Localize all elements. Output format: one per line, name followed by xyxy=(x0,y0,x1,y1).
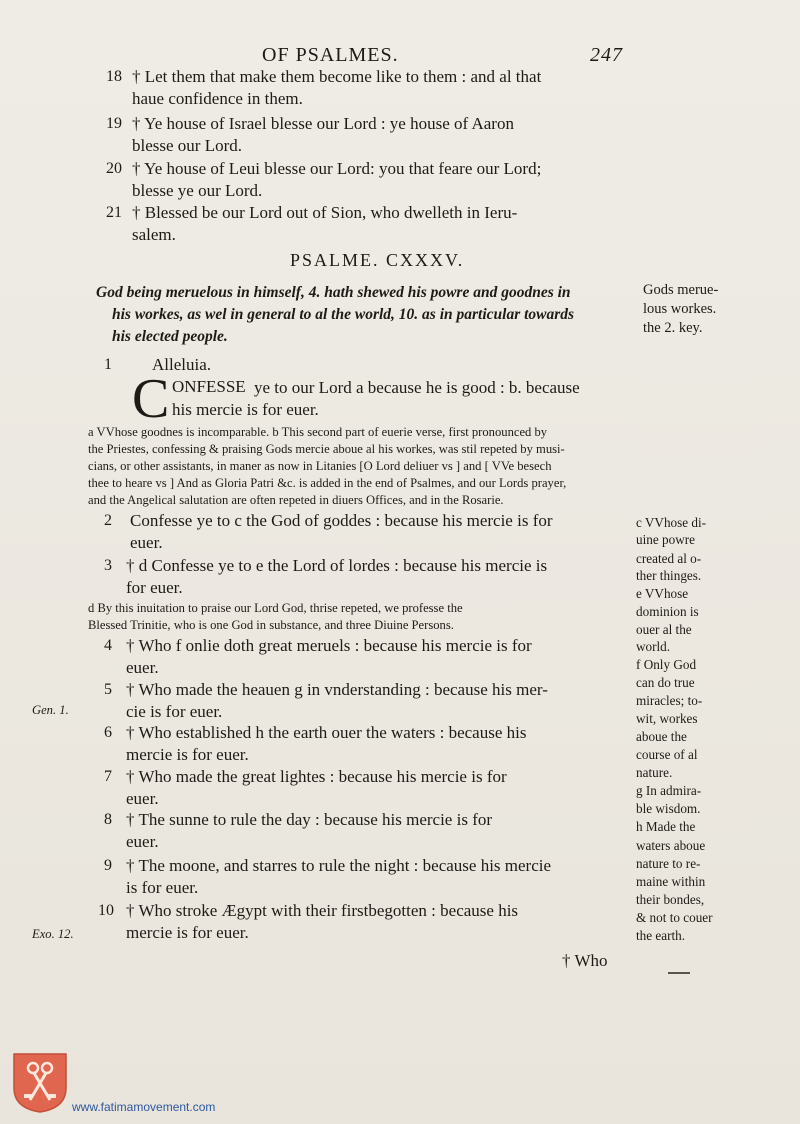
verse-number: 7 xyxy=(104,768,112,785)
verse-number: 18 xyxy=(106,68,122,85)
argument-line: his elected people. xyxy=(112,328,228,345)
margin-note: aboue the xyxy=(636,729,687,744)
margin-note: f Only God xyxy=(636,657,697,672)
annotation-line: and the Angelical salutation are often repeted in diuers Offices, and in the Rosarie. xyxy=(88,493,504,507)
verse-line: for euer. xyxy=(126,578,183,597)
verse-line: euer. xyxy=(126,658,159,677)
verse-number: 6 xyxy=(104,724,112,741)
margin-note: waters aboue xyxy=(636,838,706,853)
margin-note: ouer al the xyxy=(636,622,692,637)
verse-line: † Who established h the earth ouer the waters : because his xyxy=(126,723,527,742)
verse-line: † Let them that make them become like to them : and al that xyxy=(132,67,542,86)
margin-note: c VVhose di- xyxy=(636,515,707,530)
annotation-line: thee to heare vs ] And as Gloria Patri &c. is added in the end of Psalmes, and our Lords prayer, xyxy=(88,476,567,490)
verse-line: † Who made the great lightes : because his mercie is for xyxy=(126,767,507,786)
verse-number: 21 xyxy=(106,204,122,221)
margin-note: their bondes, xyxy=(636,892,705,907)
annotation-line: cians, or other assistants, in maner as now in Litanies [O Lord deliuer vs ] and [ VVe besech xyxy=(88,459,552,473)
margin-note: nature. xyxy=(636,765,673,780)
verse-number: 9 xyxy=(104,857,112,874)
verse-number: 5 xyxy=(104,681,112,698)
margin-note: nature to re- xyxy=(636,856,701,871)
margin-note: created al o- xyxy=(636,551,702,566)
margin-note: ther thinges. xyxy=(636,568,702,583)
verse-line: † Ye house of Israel blesse our Lord : ye house of Aaron xyxy=(132,114,514,133)
margin-note: h Made the xyxy=(636,819,696,834)
margin-note: course of al xyxy=(636,747,698,762)
margin-note: Gods merue- xyxy=(643,282,719,298)
verse-line: † Who stroke Ægypt with their firstbegotten : because his xyxy=(126,901,519,920)
margin-note: the 2. key. xyxy=(643,320,703,336)
annotation-line: d By this inuitation to praise our Lord God, thrise repeted, we professe the xyxy=(88,601,463,615)
verse-line: is for euer. xyxy=(126,878,199,897)
margin-reference: Gen. 1. xyxy=(32,703,69,717)
margin-note: ble wisdom. xyxy=(636,801,701,816)
verse-line: ye to our Lord a because he is good : b. because xyxy=(254,378,580,397)
drop-cap: C xyxy=(132,368,170,430)
running-header: OF PSALMES. xyxy=(262,44,399,66)
annotation-line: a VVhose goodnes is incomparable. b This second part of euerie verse, first pronounced by xyxy=(88,425,548,439)
verse-line: blesse ye our Lord. xyxy=(132,181,263,200)
verse-line: euer. xyxy=(126,832,159,851)
margin-note: e VVhose xyxy=(636,586,689,601)
catchword: † Who xyxy=(562,951,608,970)
margin-note: maine within xyxy=(636,874,706,889)
verse-line: euer. xyxy=(126,789,159,808)
margin-note: g In admira- xyxy=(636,783,702,798)
alleluia: Alleluia. xyxy=(152,355,212,374)
verse-number: 8 xyxy=(104,811,112,828)
verse-line: † The moone, and starres to rule the night : because his mercie xyxy=(126,856,552,875)
verse-line: † Who f onlie doth great meruels : because his mercie is for xyxy=(126,636,532,655)
verse-number: 20 xyxy=(106,160,122,177)
verse-number: 4 xyxy=(104,637,112,654)
footer-url[interactable]: www.fatimamovement.com xyxy=(72,1100,216,1114)
ornament-dash xyxy=(668,972,690,974)
verse-line: cie is for euer. xyxy=(126,702,223,721)
margin-note: lous workes. xyxy=(643,301,717,317)
margin-note: world. xyxy=(636,639,671,654)
verse-number: 19 xyxy=(106,115,122,132)
verse-line: haue confidence in them. xyxy=(132,89,303,108)
psalm-title: PSALME. CXXXV. xyxy=(290,250,465,270)
margin-note: & not to couer xyxy=(636,910,713,925)
verse-line: blesse our Lord. xyxy=(132,136,243,155)
margin-reference: Exo. 12. xyxy=(32,927,74,941)
margin-note: uine powre xyxy=(636,532,695,547)
annotation-line: Blessed Trinitie, who is one God in substance, and three Diuine Persons. xyxy=(88,618,454,632)
verse-line: salem. xyxy=(132,225,176,244)
verse-line: † The sunne to rule the day : because his mercie is for xyxy=(126,810,493,829)
small-caps-word: ONFESSE xyxy=(172,377,246,396)
verse-number: 3 xyxy=(104,557,112,574)
argument-line: his workes, as wel in general to al the world, 10. as in particular towards xyxy=(112,306,575,323)
verse-number: 1 xyxy=(104,356,112,373)
verse-line: † Who made the heauen g in vnderstanding : because his mer- xyxy=(126,680,548,699)
margin-note: wit, workes xyxy=(636,711,698,726)
verse-line: mercie is for euer. xyxy=(126,923,249,942)
verse-line: euer. xyxy=(130,533,163,552)
page-number: 247 xyxy=(590,44,623,66)
keys-emblem-icon xyxy=(12,1052,68,1114)
verse-line: † d Confesse ye to e the Lord of lordes : because his mercie is xyxy=(126,556,548,575)
argument-line: God being meruelous in himself, 4. hath shewed his powre and goodnes in xyxy=(96,284,571,301)
verse-number: 10 xyxy=(98,902,114,919)
verse-line: † Blessed be our Lord out of Sion, who dwelleth in Ieru- xyxy=(132,203,518,222)
verse-line: mercie is for euer. xyxy=(126,745,249,764)
margin-note: the earth. xyxy=(636,928,686,943)
verse-line: † Ye house of Leui blesse our Lord: you that feare our Lord; xyxy=(132,159,542,178)
verse-line: Confesse ye to c the God of goddes : because his mercie is for xyxy=(130,511,553,530)
margin-note: dominion is xyxy=(636,604,699,619)
margin-note: can do true xyxy=(636,675,695,690)
verse-line: his mercie is for euer. xyxy=(172,400,319,419)
annotation-line: the Priestes, confessing & praising Gods mercie aboue al his workes, was stil repeted by musi- xyxy=(88,442,565,456)
verse-number: 2 xyxy=(104,512,112,529)
margin-note: miracles; to- xyxy=(636,693,703,708)
